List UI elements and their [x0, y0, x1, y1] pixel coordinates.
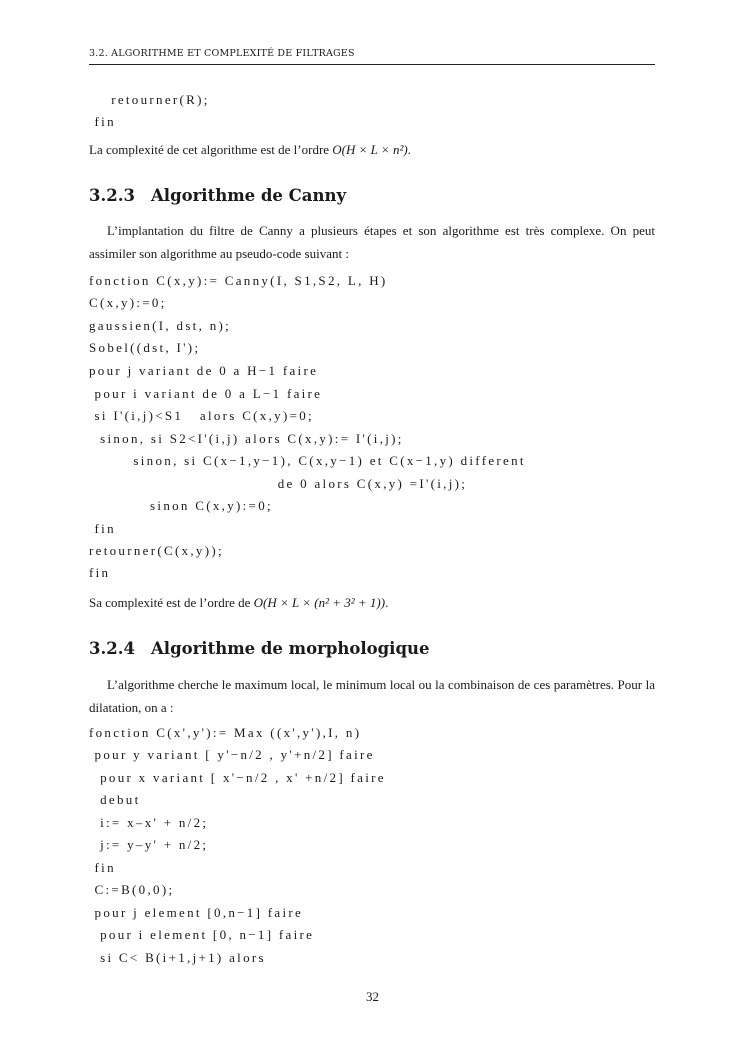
section-title: Algorithme de morphologique [151, 639, 430, 658]
code-line: pour j element [0,n−1] faire [89, 905, 304, 920]
code-line: fin [89, 114, 116, 129]
morpho-paragraph: L’algorithme cherche le maximum local, le minimum local ou la combinaison de ces paramètres. Pour la dilatation, on a : [89, 677, 655, 715]
code-line: i:= x–x' + n/2; [89, 815, 209, 830]
complexity-end: . [385, 595, 389, 610]
section-title: Algorithme de Canny [151, 186, 347, 205]
code-line: retourner(R); [89, 92, 210, 107]
complexity-text: Sa complexité est de l’ordre de [89, 595, 254, 610]
code-line: sinon, si S2<I'(i,j) alors C(x,y):= I'(i,j); [89, 431, 404, 446]
code-line: C:=B(0,0); [89, 882, 175, 897]
section-heading-canny [89, 186, 346, 205]
code-line: pour i element [0, n−1] faire [89, 927, 315, 942]
running-header: 3.2. ALGORITHME ET COMPLEXITÉ DE FILTRAGES [89, 48, 355, 59]
section-number: 3.2.4 [89, 639, 135, 658]
complexity-sentence-1 [89, 138, 655, 161]
code-line: fonction C(x,y):= Canny(I, S1,S2, L, H) [89, 273, 388, 288]
code-line: C(x,y):=0; [89, 295, 167, 310]
code-line: pour i variant de 0 a L−1 faire [89, 386, 323, 401]
code-line: pour j variant de 0 a H−1 faire [89, 363, 319, 378]
code-line: sinon C(x,y):=0; [89, 498, 273, 513]
code-line: fonction C(x',y'):= Max ((x',y'),I, n) [89, 725, 362, 740]
section-heading-morpho [89, 639, 429, 658]
section-number: 3.2.3 [89, 186, 135, 205]
complexity-formula: O(H × L × n²) [332, 142, 408, 157]
complexity-formula: O(H × L × (n² + 3² + 1)) [253, 595, 386, 610]
code-line: retourner(C(x,y)); [89, 543, 224, 558]
complexity-end: . [407, 142, 411, 157]
complexity-text: La complexité de cet algorithme est de l’ordre [89, 142, 333, 157]
canny-paragraph: L’implantation du filtre de Canny a plusieurs étapes et son algorithme est très complexe. On peut assimiler son algorithme au pseudo-code suivant : [89, 223, 655, 261]
code-line: gaussien(I, dst, n); [89, 318, 232, 333]
code-line: fin [89, 860, 116, 875]
code-line: de 0 alors C(x,y) =I'(i,j); [89, 476, 468, 491]
code-line: fin [89, 565, 111, 580]
code-line: si C< B(i+1,j+1) alors [89, 950, 266, 965]
code-line: fin [89, 521, 116, 536]
code-line: si I'(i,j)<S1 alors C(x,y)=0; [89, 408, 314, 423]
complexity-sentence-2 [89, 591, 655, 614]
header-rule [89, 64, 655, 65]
code-line: debut [89, 792, 141, 807]
code-line: pour y variant [ y'−n/2 , y'+n/2] faire [89, 747, 375, 762]
code-line: sinon, si C(x−1,y−1), C(x,y−1) et C(x−1,y) different [89, 453, 526, 468]
code-line: Sobel((dst, I'); [89, 340, 201, 355]
code-line: pour x variant [ x'−n/2 , x' +n/2] faire [89, 770, 386, 785]
page-number: 32 [366, 989, 379, 1004]
code-line: j:= y–y' + n/2; [89, 837, 209, 852]
